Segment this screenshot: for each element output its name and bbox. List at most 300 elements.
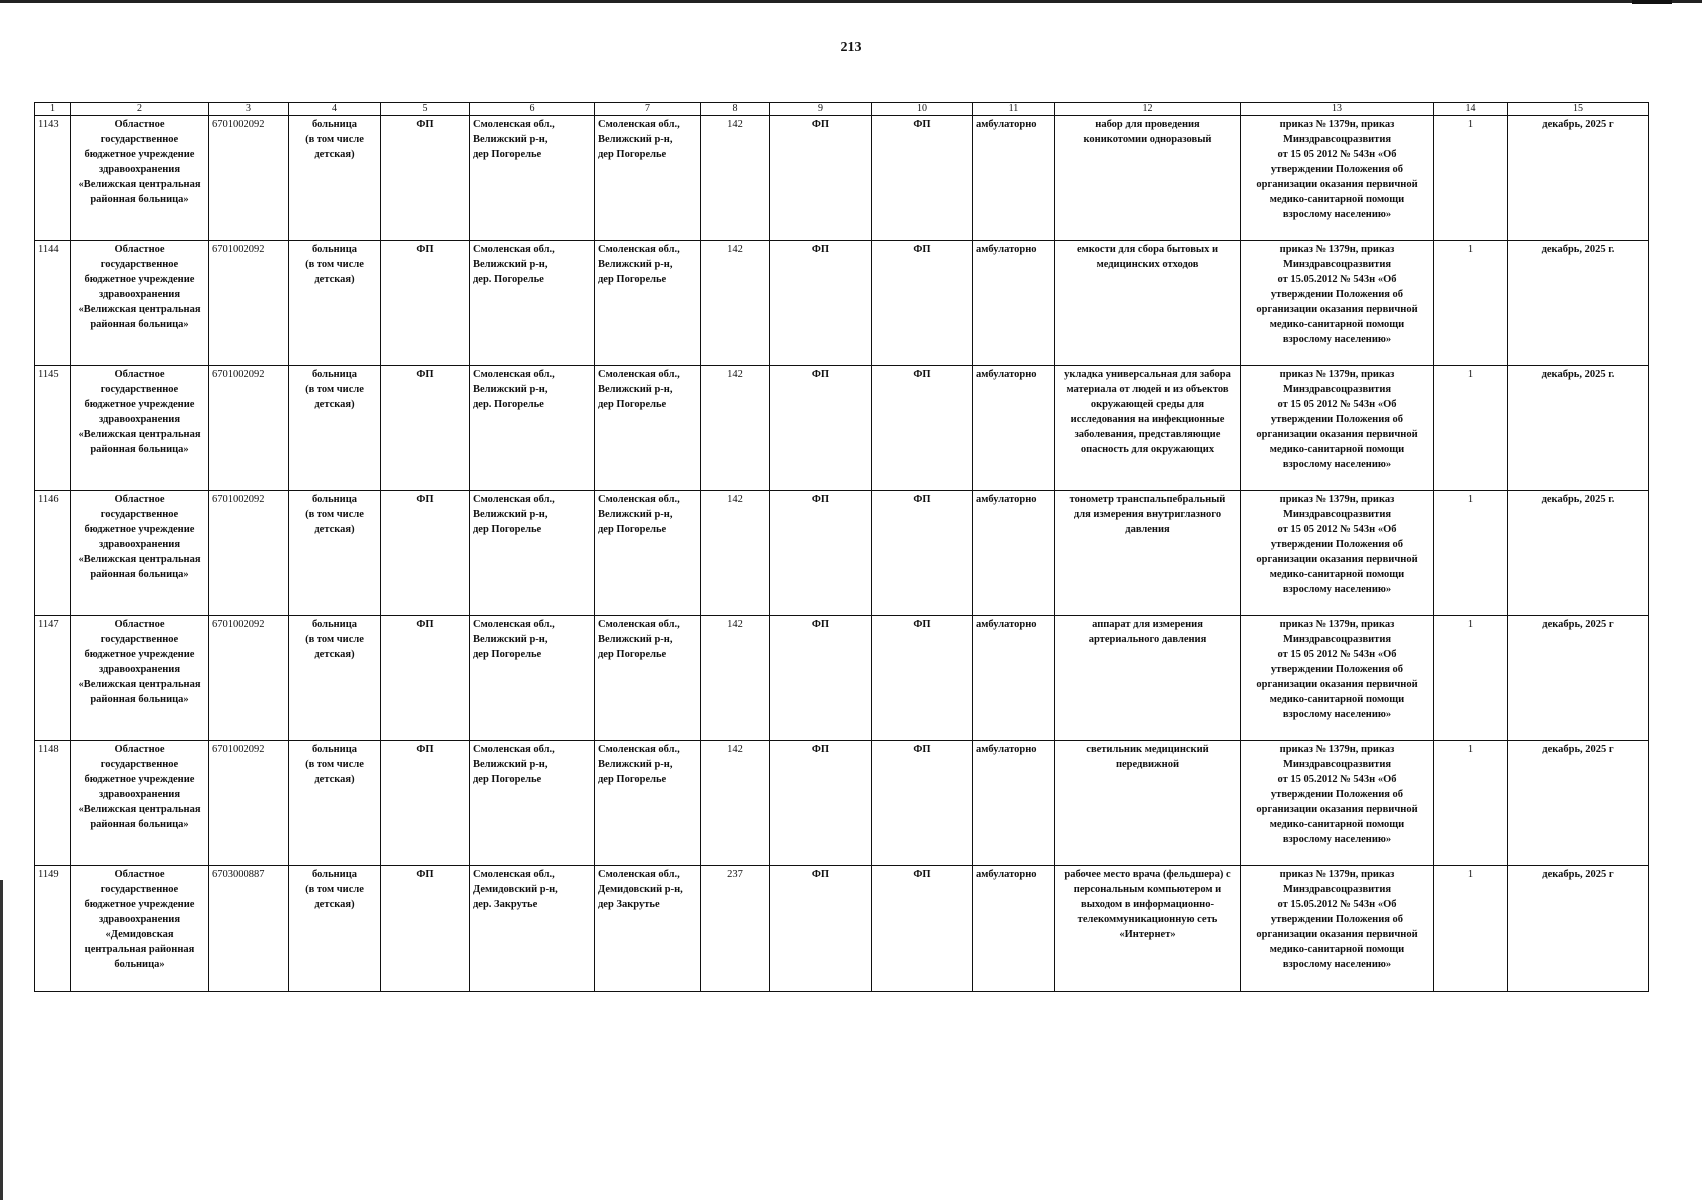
organization-name-line: районная больница» — [90, 194, 189, 205]
facility-type-line: больница — [311, 869, 358, 880]
regulatory-basis-line: взрослому населению» — [1282, 584, 1392, 595]
equipment-name-line: опасность для окружающих — [1080, 444, 1215, 455]
cell-quantity: 1 — [1434, 241, 1508, 366]
regulatory-basis-line: медико-санитарной помощи — [1269, 944, 1405, 955]
legal-address-line: Смоленская обл., — [473, 244, 555, 255]
cell-organization-inn: 6701002092 — [209, 116, 289, 241]
organization-name-line: бюджетное учреждение — [84, 649, 195, 660]
regulatory-basis-line: утверждении Положения об — [1270, 289, 1404, 300]
facility-type-line: детская) — [314, 899, 355, 910]
cell-organization-name — [71, 116, 209, 241]
facility-type-line: детская) — [314, 649, 355, 660]
organization-name-line: здравоохранения — [98, 664, 181, 675]
cell-facility-location — [595, 616, 701, 741]
organization-name-line: районная больница» — [90, 319, 189, 330]
regulatory-basis-line: от 15.05.2012 № 543н «Об — [1277, 899, 1397, 910]
organization-name-line: государственное — [100, 634, 179, 645]
cell-care-conditions: амбулаторно — [973, 866, 1055, 992]
facility-location-line: Демидовский р-н, — [598, 884, 683, 895]
organization-name-line: здравоохранения — [98, 539, 181, 550]
column-header-8: 8 — [701, 103, 770, 116]
legal-address-line: Смоленская обл., — [473, 119, 555, 130]
top-scan-mark — [1632, 0, 1672, 4]
regulatory-basis-line: приказ № 1379н, приказ — [1279, 494, 1395, 505]
organization-name-line: районная больница» — [90, 694, 189, 705]
regulatory-basis-line: приказ № 1379н, приказ — [1279, 869, 1395, 880]
legal-address-line: дер Погорелье — [473, 774, 542, 785]
facility-type-line: (в том числе — [305, 384, 364, 395]
organization-name-line: Областное — [114, 119, 165, 130]
column-header-3: 3 — [209, 103, 289, 116]
facility-type-line: детская) — [314, 149, 355, 160]
cell-facility-location — [595, 366, 701, 491]
facility-location-line: Велижский р-н, — [598, 759, 673, 770]
regulatory-basis-line: медико-санитарной помощи — [1269, 569, 1405, 580]
cell-equipment-name — [1055, 741, 1241, 866]
cell-organization-name — [71, 366, 209, 491]
regulatory-basis-line: медико-санитарной помощи — [1269, 319, 1405, 330]
cell-equipment-name — [1055, 116, 1241, 241]
legal-address-line: Велижский р-н, — [473, 259, 548, 270]
cell-structural-unit: ФП — [872, 366, 973, 491]
table-row — [35, 491, 1649, 616]
equipment-name-line: емкости для сбора бытовых и — [1076, 244, 1219, 255]
regulatory-basis-line: утверждении Положения об — [1270, 414, 1404, 425]
cell-facility-type — [289, 491, 381, 616]
regulatory-basis-line: медико-санитарной помощи — [1269, 819, 1405, 830]
regulatory-basis-line: приказ № 1379н, приказ — [1279, 744, 1395, 755]
cell-equipment-name — [1055, 241, 1241, 366]
regulatory-basis-line: утверждении Положения об — [1270, 539, 1404, 550]
organization-name-line: здравоохранения — [98, 914, 181, 925]
organization-name-line: Областное — [114, 619, 165, 630]
facility-location-line: Велижский р-н, — [598, 509, 673, 520]
cell-row-number: 1148 — [35, 741, 71, 866]
equipment-name-line: окружающей среды для — [1090, 399, 1205, 410]
cell-subdivision: ФП — [770, 491, 872, 616]
organization-name-line: «Велижская центральная — [78, 179, 201, 190]
equipment-name-line: давления — [1125, 524, 1170, 535]
organization-name-line: «Демидовская — [105, 929, 174, 940]
cell-quantity: 1 — [1434, 616, 1508, 741]
cell-facility-type — [289, 866, 381, 992]
cell-equipment-name — [1055, 616, 1241, 741]
cell-facility-type — [289, 741, 381, 866]
cell-organization-inn: 6701002092 — [209, 616, 289, 741]
cell-subdivision: ФП — [770, 241, 872, 366]
cell-facility-kind: ФП — [381, 741, 470, 866]
cell-delivery-date: декабрь, 2025 г — [1508, 616, 1649, 741]
cell-delivery-date: декабрь, 2025 г — [1508, 741, 1649, 866]
cell-facility-kind: ФП — [381, 866, 470, 992]
cell-facility-kind: ФП — [381, 366, 470, 491]
column-header-14: 14 — [1434, 103, 1508, 116]
cell-row-number: 1145 — [35, 366, 71, 491]
cell-organization-name — [71, 241, 209, 366]
facility-location-line: дер Погорелье — [598, 399, 667, 410]
column-header-6: 6 — [470, 103, 595, 116]
cell-delivery-date: декабрь, 2025 г — [1508, 116, 1649, 241]
organization-name-line: «Велижская центральная — [78, 679, 201, 690]
organization-name-line: Областное — [114, 744, 165, 755]
facility-location-line: Смоленская обл., — [598, 869, 680, 880]
cell-organization-name — [71, 616, 209, 741]
organization-name-line: бюджетное учреждение — [84, 274, 195, 285]
facility-location-line: Смоленская обл., — [598, 494, 680, 505]
facility-type-line: (в том числе — [305, 634, 364, 645]
regulatory-basis-line: приказ № 1379н, приказ — [1279, 369, 1395, 380]
organization-name-line: государственное — [100, 884, 179, 895]
equipment-name-line: для измерения внутриглазного — [1073, 509, 1222, 520]
cell-care-conditions: амбулаторно — [973, 491, 1055, 616]
legal-address-line: Смоленская обл., — [473, 619, 555, 630]
legal-address-line: дер Погорелье — [473, 649, 542, 660]
cell-care-conditions: амбулаторно — [973, 616, 1055, 741]
cell-structural-unit: ФП — [872, 116, 973, 241]
regulatory-basis-line: организации оказания первичной — [1256, 929, 1418, 940]
equipment-name-line: рабочее место врача (фельдшера) с — [1064, 869, 1231, 880]
equipment-name-line: светильник медицинский — [1086, 744, 1209, 755]
cell-subdivision: ФП — [770, 616, 872, 741]
cell-legal-address — [470, 491, 595, 616]
cell-facility-code: 142 — [701, 116, 770, 241]
cell-legal-address — [470, 241, 595, 366]
table-row — [35, 241, 1649, 366]
equipment-name-line: выходом в информационно- — [1081, 899, 1214, 910]
legal-address-line: Смоленская обл., — [473, 369, 555, 380]
cell-organization-inn: 6701002092 — [209, 741, 289, 866]
cell-legal-address — [470, 741, 595, 866]
equipment-name-line: коникотомии одноразовый — [1083, 134, 1212, 145]
regulatory-basis-line: Минздравсоцразвития — [1282, 384, 1392, 395]
facility-type-line: (в том числе — [305, 884, 364, 895]
organization-name-line: здравоохранения — [98, 164, 181, 175]
regulatory-basis-line: от 15 05.2012 № 543н «Об — [1277, 774, 1397, 785]
legal-address-line: Велижский р-н, — [473, 759, 548, 770]
regulatory-basis-line: медико-санитарной помощи — [1269, 694, 1405, 705]
organization-name-line: районная больница» — [90, 444, 189, 455]
table-body — [35, 116, 1649, 992]
organization-name-line: Областное — [114, 244, 165, 255]
legal-address-line: Велижский р-н, — [473, 134, 548, 145]
regulatory-basis-line: приказ № 1379н, приказ — [1279, 119, 1395, 130]
equipment-name-line: набор для проведения — [1095, 119, 1200, 130]
facility-location-line: дер Погорелье — [598, 524, 667, 535]
facility-type-line: больница — [311, 619, 358, 630]
legal-address-line: Смоленская обл., — [473, 744, 555, 755]
regulatory-basis-line: Минздравсоцразвития — [1282, 634, 1392, 645]
cell-organization-inn: 6701002092 — [209, 491, 289, 616]
equipment-name-line: медицинских отходов — [1096, 259, 1199, 270]
cell-legal-address — [470, 366, 595, 491]
regulatory-basis-line: медико-санитарной помощи — [1269, 194, 1405, 205]
facility-location-line: Смоленская обл., — [598, 619, 680, 630]
column-header-10: 10 — [872, 103, 973, 116]
table-header — [35, 103, 1649, 116]
column-header-15: 15 — [1508, 103, 1649, 116]
cell-subdivision: ФП — [770, 866, 872, 992]
legal-address-line: Демидовский р-н, — [473, 884, 558, 895]
equipment-name-line: артериального давления — [1088, 634, 1207, 645]
facility-type-line: детская) — [314, 274, 355, 285]
regulatory-basis-line: утверждении Положения об — [1270, 914, 1404, 925]
legal-address-line: Велижский р-н, — [473, 634, 548, 645]
equipment-name-line: аппарат для измерения — [1092, 619, 1203, 630]
regulatory-basis-line: утверждении Положения об — [1270, 664, 1404, 675]
cell-facility-kind: ФП — [381, 116, 470, 241]
organization-name-line: бюджетное учреждение — [84, 774, 195, 785]
facility-location-line: дер Погорелье — [598, 274, 667, 285]
cell-regulatory-basis — [1241, 616, 1434, 741]
cell-care-conditions: амбулаторно — [973, 241, 1055, 366]
cell-organization-name — [71, 866, 209, 992]
cell-quantity: 1 — [1434, 741, 1508, 866]
cell-regulatory-basis — [1241, 366, 1434, 491]
cell-care-conditions: амбулаторно — [973, 116, 1055, 241]
organization-name-line: бюджетное учреждение — [84, 149, 195, 160]
facility-type-line: больница — [311, 494, 358, 505]
cell-regulatory-basis — [1241, 866, 1434, 992]
cell-facility-code: 142 — [701, 241, 770, 366]
organization-name-line: государственное — [100, 259, 179, 270]
cell-organization-inn: 6701002092 — [209, 241, 289, 366]
cell-regulatory-basis — [1241, 741, 1434, 866]
legal-address-line: дер Погорелье — [473, 524, 542, 535]
cell-structural-unit: ФП — [872, 241, 973, 366]
table-row — [35, 366, 1649, 491]
table-row — [35, 616, 1649, 741]
cell-organization-name — [71, 741, 209, 866]
equipment-table — [34, 102, 1649, 992]
table-row — [35, 741, 1649, 866]
column-header-2: 2 — [71, 103, 209, 116]
cell-facility-kind: ФП — [381, 616, 470, 741]
organization-name-line: Областное — [114, 369, 165, 380]
cell-delivery-date: декабрь, 2025 г — [1508, 866, 1649, 992]
organization-name-line: районная больница» — [90, 819, 189, 830]
cell-facility-kind: ФП — [381, 241, 470, 366]
regulatory-basis-line: утверждении Положения об — [1270, 164, 1404, 175]
regulatory-basis-line: медико-санитарной помощи — [1269, 444, 1405, 455]
facility-type-line: больница — [311, 369, 358, 380]
regulatory-basis-line: от 15 05 2012 № 543н «Об — [1277, 399, 1397, 410]
cell-structural-unit: ФП — [872, 491, 973, 616]
cell-structural-unit: ФП — [872, 616, 973, 741]
cell-row-number: 1146 — [35, 491, 71, 616]
cell-organization-inn: 6701002092 — [209, 366, 289, 491]
cell-regulatory-basis — [1241, 491, 1434, 616]
cell-subdivision: ФП — [770, 741, 872, 866]
regulatory-basis-line: организации оказания первичной — [1256, 179, 1418, 190]
cell-facility-location — [595, 491, 701, 616]
cell-facility-type — [289, 116, 381, 241]
facility-location-line: Велижский р-н, — [598, 134, 673, 145]
column-header-9: 9 — [770, 103, 872, 116]
cell-delivery-date: декабрь, 2025 г. — [1508, 241, 1649, 366]
cell-row-number: 1147 — [35, 616, 71, 741]
legal-address-line: Смоленская обл., — [473, 869, 555, 880]
organization-name-line: здравоохранения — [98, 789, 181, 800]
regulatory-basis-line: Минздравсоцразвития — [1282, 259, 1392, 270]
regulatory-basis-line: взрослому населению» — [1282, 959, 1392, 970]
cell-care-conditions: амбулаторно — [973, 366, 1055, 491]
regulatory-basis-line: взрослому населению» — [1282, 459, 1392, 470]
cell-regulatory-basis — [1241, 241, 1434, 366]
regulatory-basis-line: Минздравсоцразвития — [1282, 509, 1392, 520]
cell-facility-type — [289, 616, 381, 741]
regulatory-basis-line: Минздравсоцразвития — [1282, 134, 1392, 145]
facility-location-line: Смоленская обл., — [598, 369, 680, 380]
cell-facility-kind: ФП — [381, 491, 470, 616]
legal-address-line: Велижский р-н, — [473, 384, 548, 395]
cell-facility-location — [595, 866, 701, 992]
facility-location-line: дер Погорелье — [598, 149, 667, 160]
organization-name-line: «Велижская центральная — [78, 429, 201, 440]
cell-equipment-name — [1055, 491, 1241, 616]
regulatory-basis-line: взрослому населению» — [1282, 209, 1392, 220]
cell-structural-unit: ФП — [872, 866, 973, 992]
cell-row-number: 1144 — [35, 241, 71, 366]
equipment-name-line: передвижной — [1115, 759, 1180, 770]
cell-row-number: 1143 — [35, 116, 71, 241]
regulatory-basis-line: организации оказания первичной — [1256, 679, 1418, 690]
cell-facility-code: 142 — [701, 491, 770, 616]
facility-type-line: (в том числе — [305, 134, 364, 145]
column-header-1: 1 — [35, 103, 71, 116]
equipment-name-line: заболевания, представляющие — [1074, 429, 1221, 440]
column-header-12: 12 — [1055, 103, 1241, 116]
facility-location-line: дер Погорелье — [598, 649, 667, 660]
organization-name-line: центральная районная — [84, 944, 195, 955]
regulatory-basis-line: взрослому населению» — [1282, 709, 1392, 720]
regulatory-basis-line: приказ № 1379н, приказ — [1279, 619, 1395, 630]
cell-facility-location — [595, 741, 701, 866]
left-scan-edge — [0, 880, 3, 1200]
cell-delivery-date: декабрь, 2025 г. — [1508, 491, 1649, 616]
facility-type-line: (в том числе — [305, 509, 364, 520]
legal-address-line: дер. Погорелье — [473, 399, 544, 410]
organization-name-line: здравоохранения — [98, 289, 181, 300]
facility-type-line: больница — [311, 119, 358, 130]
regulatory-basis-line: от 15.05.2012 № 543н «Об — [1277, 274, 1397, 285]
cell-facility-location — [595, 241, 701, 366]
organization-name-line: районная больница» — [90, 569, 189, 580]
organization-name-line: бюджетное учреждение — [84, 399, 195, 410]
cell-delivery-date: декабрь, 2025 г. — [1508, 366, 1649, 491]
regulatory-basis-line: взрослому населению» — [1282, 334, 1392, 345]
header-row — [35, 103, 1649, 116]
facility-type-line: больница — [311, 744, 358, 755]
facility-location-line: Велижский р-н, — [598, 384, 673, 395]
equipment-name-line: персональным компьютером и — [1073, 884, 1222, 895]
table-row — [35, 116, 1649, 241]
cell-legal-address — [470, 616, 595, 741]
cell-facility-code: 142 — [701, 741, 770, 866]
cell-regulatory-basis — [1241, 116, 1434, 241]
legal-address-line: дер Погорелье — [473, 149, 542, 160]
cell-organization-name — [71, 491, 209, 616]
regulatory-basis-line: утверждении Положения об — [1270, 789, 1404, 800]
facility-location-line: Смоленская обл., — [598, 244, 680, 255]
cell-facility-code: 142 — [701, 616, 770, 741]
facility-location-line: Велижский р-н, — [598, 634, 673, 645]
regulatory-basis-line: Минздравсоцразвития — [1282, 759, 1392, 770]
organization-name-line: государственное — [100, 134, 179, 145]
cell-equipment-name — [1055, 366, 1241, 491]
cell-structural-unit: ФП — [872, 741, 973, 866]
organization-name-line: «Велижская центральная — [78, 554, 201, 565]
cell-facility-type — [289, 366, 381, 491]
facility-location-line: дер Закрутье — [598, 899, 660, 910]
page-number: 213 — [840, 40, 862, 55]
regulatory-basis-line: организации оказания первичной — [1256, 429, 1418, 440]
table-row — [35, 866, 1649, 992]
organization-name-line: больница» — [114, 959, 165, 970]
organization-name-line: государственное — [100, 759, 179, 770]
cell-care-conditions: амбулаторно — [973, 741, 1055, 866]
column-header-5: 5 — [381, 103, 470, 116]
cell-organization-inn: 6703000887 — [209, 866, 289, 992]
regulatory-basis-line: от 15 05 2012 № 543н «Об — [1277, 524, 1397, 535]
cell-facility-location — [595, 116, 701, 241]
organization-name-line: «Велижская центральная — [78, 804, 201, 815]
equipment-name-line: материала от людей и из объектов — [1066, 384, 1229, 395]
facility-type-line: детская) — [314, 399, 355, 410]
regulatory-basis-line: организации оказания первичной — [1256, 804, 1418, 815]
legal-address-line: дер. Закрутье — [473, 899, 538, 910]
column-header-13: 13 — [1241, 103, 1434, 116]
organization-name-line: здравоохранения — [98, 414, 181, 425]
top-scan-edge — [0, 0, 1702, 3]
cell-equipment-name — [1055, 866, 1241, 992]
regulatory-basis-line: приказ № 1379н, приказ — [1279, 244, 1395, 255]
column-header-4: 4 — [289, 103, 381, 116]
column-header-7: 7 — [595, 103, 701, 116]
facility-type-line: детская) — [314, 524, 355, 535]
cell-legal-address — [470, 866, 595, 992]
facility-type-line: (в том числе — [305, 259, 364, 270]
facility-type-line: (в том числе — [305, 759, 364, 770]
facility-location-line: дер Погорелье — [598, 774, 667, 785]
facility-type-line: детская) — [314, 774, 355, 785]
regulatory-basis-line: взрослому населению» — [1282, 834, 1392, 845]
organization-name-line: государственное — [100, 509, 179, 520]
legal-address-line: Смоленская обл., — [473, 494, 555, 505]
cell-quantity: 1 — [1434, 866, 1508, 992]
regulatory-basis-line: организации оказания первичной — [1256, 554, 1418, 565]
cell-facility-type — [289, 241, 381, 366]
equipment-name-line: телекоммуникационную сеть — [1077, 914, 1218, 925]
facility-location-line: Смоленская обл., — [598, 744, 680, 755]
cell-subdivision: ФП — [770, 366, 872, 491]
organization-name-line: бюджетное учреждение — [84, 524, 195, 535]
cell-facility-code: 142 — [701, 366, 770, 491]
column-header-11: 11 — [973, 103, 1055, 116]
facility-type-line: больница — [311, 244, 358, 255]
regulatory-basis-line: Минздравсоцразвития — [1282, 884, 1392, 895]
equipment-name-line: «Интернет» — [1119, 929, 1176, 940]
legal-address-line: Велижский р-н, — [473, 509, 548, 520]
organization-name-line: «Велижская центральная — [78, 304, 201, 315]
cell-facility-code: 237 — [701, 866, 770, 992]
cell-quantity: 1 — [1434, 366, 1508, 491]
equipment-name-line: укладка универсальная для забора — [1064, 369, 1231, 380]
cell-row-number: 1149 — [35, 866, 71, 992]
equipment-name-line: тонометр транспальпебральный — [1069, 494, 1226, 505]
regulatory-basis-line: от 15 05 2012 № 543н «Об — [1277, 149, 1397, 160]
cell-quantity: 1 — [1434, 491, 1508, 616]
cell-quantity: 1 — [1434, 116, 1508, 241]
